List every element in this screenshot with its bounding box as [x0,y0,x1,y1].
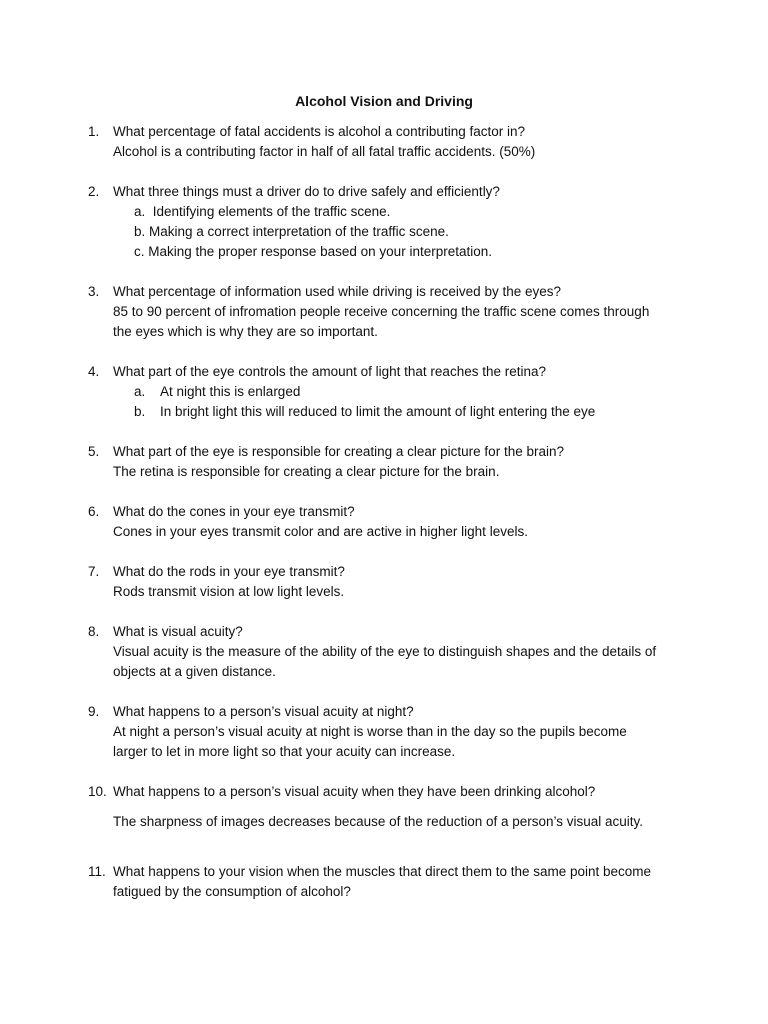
question-number: 2. [88,184,100,199]
answer-text-line: 85 to 90 percent of infromation people receive concerning the traffic scene comes through [113,304,650,319]
question-number: 3. [88,284,100,299]
answer-text-line: At night a person’s visual acuity at night is worse than in the day so the pupils become [113,724,627,739]
question-list [0,122,768,902]
question-text: What happens to a person’s visual acuity when they have been drinking alcohol? [113,784,596,799]
question-number: 8. [88,624,100,639]
answer-text-line: Cones in your eyes transmit color and are active in higher light levels. [113,524,528,539]
answer-text-line: objects at a given distance. [113,664,276,679]
question-item [0,442,768,482]
question-item [0,702,768,762]
answer-text-line: larger to let in more light so that your acuity can increase. [113,744,456,759]
answer-text-line: Visual acuity is the measure of the ability of the eye to distinguish shapes and the details of [113,644,657,659]
question-text: What percentage of fatal accidents is alcohol a contributing factor in? [113,124,525,139]
question-item [0,282,768,342]
sub-item-label: c. [134,244,145,259]
sub-item [134,242,768,262]
document-title: Alcohol Vision and Driving [295,93,473,109]
question-item [0,502,768,542]
sub-item-label: b. [134,224,146,239]
question-item [0,562,768,602]
question-number: 9. [88,704,100,719]
question-text: What do the rods in your eye transmit? [113,564,345,579]
question-text: What percentage of information used while driving is received by the eyes? [113,284,561,299]
question-item [0,862,768,902]
answer-text-line: The sharpness of images decreases because of the reduction of a person’s visual acuity. [113,814,644,829]
sub-item-label: a. [134,384,146,399]
sub-item [134,222,768,242]
question-text: What happens to a person’s visual acuity at night? [113,704,414,719]
sub-item-text: Making the proper response based on your interpretation. [148,244,492,259]
question-text: What three things must a driver do to drive safely and efficiently? [113,184,500,199]
question-item [0,622,768,682]
question-item [0,362,768,422]
question-item [0,182,768,262]
question-text: What part of the eye controls the amount of light that reaches the retina? [113,364,547,379]
question-text-line: fatigued by the consumption of alcohol? [113,884,351,899]
sub-item-text: In bright light this will reduced to limit the amount of light entering the eye [160,404,596,419]
sub-item-label: a. [134,204,146,219]
question-text: What is visual acuity? [113,624,243,639]
question-number: 11. [88,864,106,879]
answer-text-line: Rods transmit vision at low light levels. [113,584,345,599]
question-text: What do the cones in your eye transmit? [113,504,355,519]
question-item [0,122,768,162]
sub-item [134,402,768,422]
question-number: 5. [88,444,100,459]
sub-item [134,202,768,222]
question-number: 4. [88,364,100,379]
question-number: 10. [88,784,107,799]
sub-item [134,382,768,402]
question-number: 6. [88,504,100,519]
sub-item-text: Making a correct interpretation of the traffic scene. [149,224,449,239]
question-text: What part of the eye is responsible for creating a clear picture for the brain? [113,444,564,459]
answer-text-line: Alcohol is a contributing factor in half of all fatal traffic accidents. (50%) [113,144,536,159]
question-text-line: What happens to your vision when the muscles that direct them to the same point become [113,864,652,879]
question-number: 1. [88,124,100,139]
answer-text-line: The retina is responsible for creating a clear picture for the brain. [113,464,500,479]
answer-text-line: the eyes which is why they are so important. [113,324,378,339]
question-number: 7. [88,564,100,579]
sub-item-text: At night this is enlarged [160,384,301,399]
sub-item-text: Identifying elements of the traffic scene. [152,204,391,219]
question-item [0,782,768,832]
sub-item-label: b. [134,404,146,419]
